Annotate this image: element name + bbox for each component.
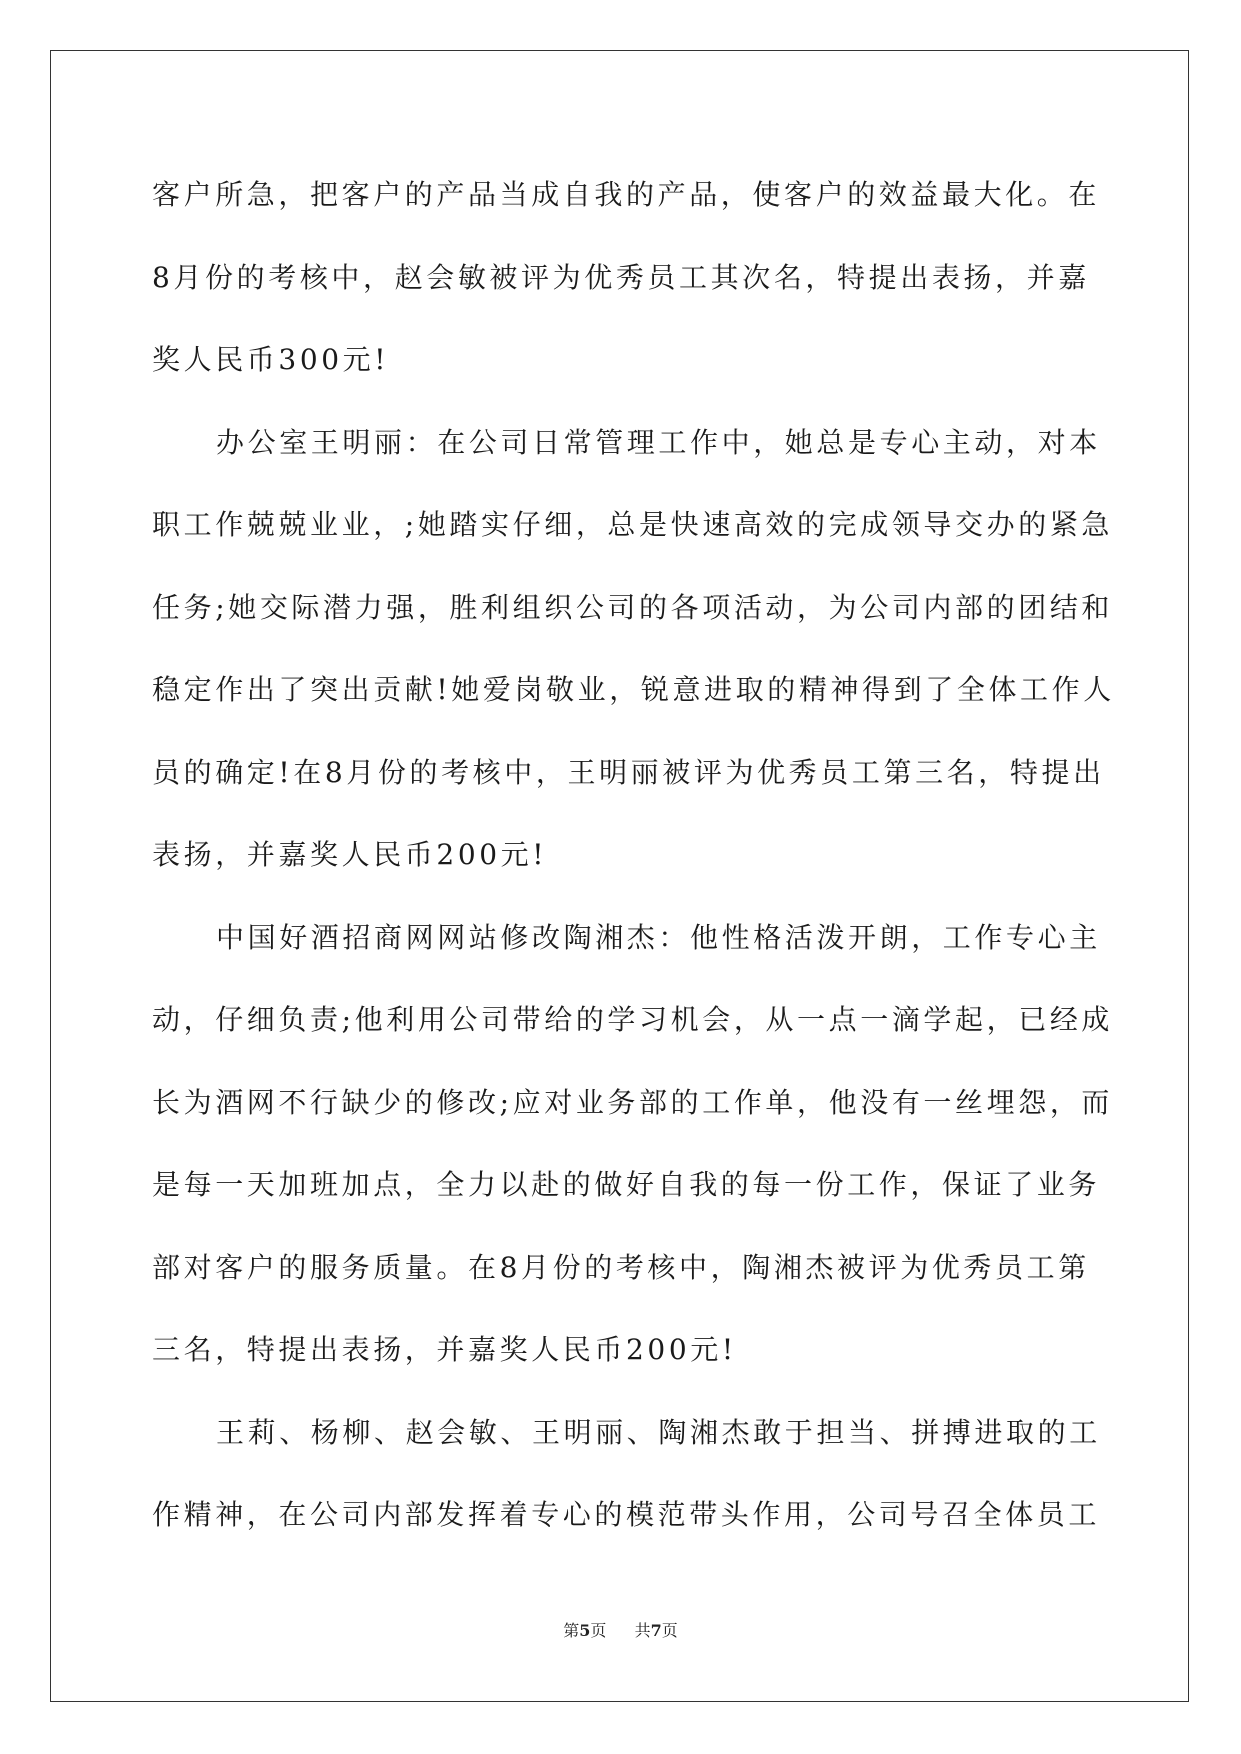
footer-total-unit: 页 [661, 1621, 678, 1640]
text-line: 员的确定!在8月份的考核中，王明丽被评为优秀员工第三名，特提出 [152, 755, 1105, 789]
text-line: 是每一天加班加点，全力以赴的做好自我的每一份工作，保证了业务 [152, 1168, 1101, 1201]
footer-current-page: 5 [579, 1621, 591, 1640]
footer-page-unit: 页 [590, 1621, 607, 1640]
footer-page-prefix: 第 [563, 1621, 580, 1640]
text-line: 客户所急，把客户的产品当成自我的产品，使客户的效益最大化。在 [152, 178, 1101, 211]
page-footer [0, 1618, 1241, 1641]
text-line: 奖人民币300元! [152, 343, 390, 376]
paragraph [152, 402, 1115, 897]
text-line: 动，仔细负责;他利用公司带给的学习机会，从一点一滴学起，已经成 [152, 1003, 1114, 1036]
text-line: 8月份的考核中，赵会敏被评为优秀员工其次名，特提出表扬，并嘉 [152, 260, 1090, 294]
text-line: 王莉、杨柳、赵会敏、王明丽、陶湘杰敢于担当、拼搏进取的工 [216, 1415, 1101, 1449]
text-line: 三名，特提出表扬，并嘉奖人民币200元! [152, 1333, 737, 1366]
text-line: 表扬，并嘉奖人民币200元! [152, 838, 548, 871]
text-line: 中国好酒招商网网站修改陶湘杰：他性格活泼开朗，工作专心主 [216, 920, 1101, 954]
paragraph [152, 1392, 1101, 1557]
paragraph [152, 154, 1101, 402]
document-body [152, 154, 1115, 1557]
text-line: 部对客户的服务质量。在8月份的考核中，陶湘杰被评为优秀员工第 [152, 1250, 1090, 1284]
text-line: 办公室王明丽：在公司日常管理工作中，她总是专心主动，对本 [216, 425, 1101, 459]
text-line: 任务;她交际潜力强，胜利组织公司的各项活动，为公司内部的团结和 [152, 590, 1114, 624]
footer-total-pages: 7 [650, 1621, 662, 1640]
footer-total-prefix: 共 [634, 1621, 651, 1640]
text-line: 长为酒网不行缺少的修改;应对业务部的工作单，他没有一丝埋怨，而 [152, 1085, 1114, 1119]
paragraph [152, 897, 1114, 1392]
text-line: 稳定作出了突出贡献!她爱岗敬业，锐意进取的精神得到了全体工作人 [152, 673, 1115, 706]
text-line: 作精神，在公司内部发挥着专心的模范带头作用，公司号召全体员工 [152, 1498, 1101, 1531]
text-line: 职工作兢兢业业，;她踏实仔细，总是快速高效的完成领导交办的紧急 [152, 508, 1114, 541]
